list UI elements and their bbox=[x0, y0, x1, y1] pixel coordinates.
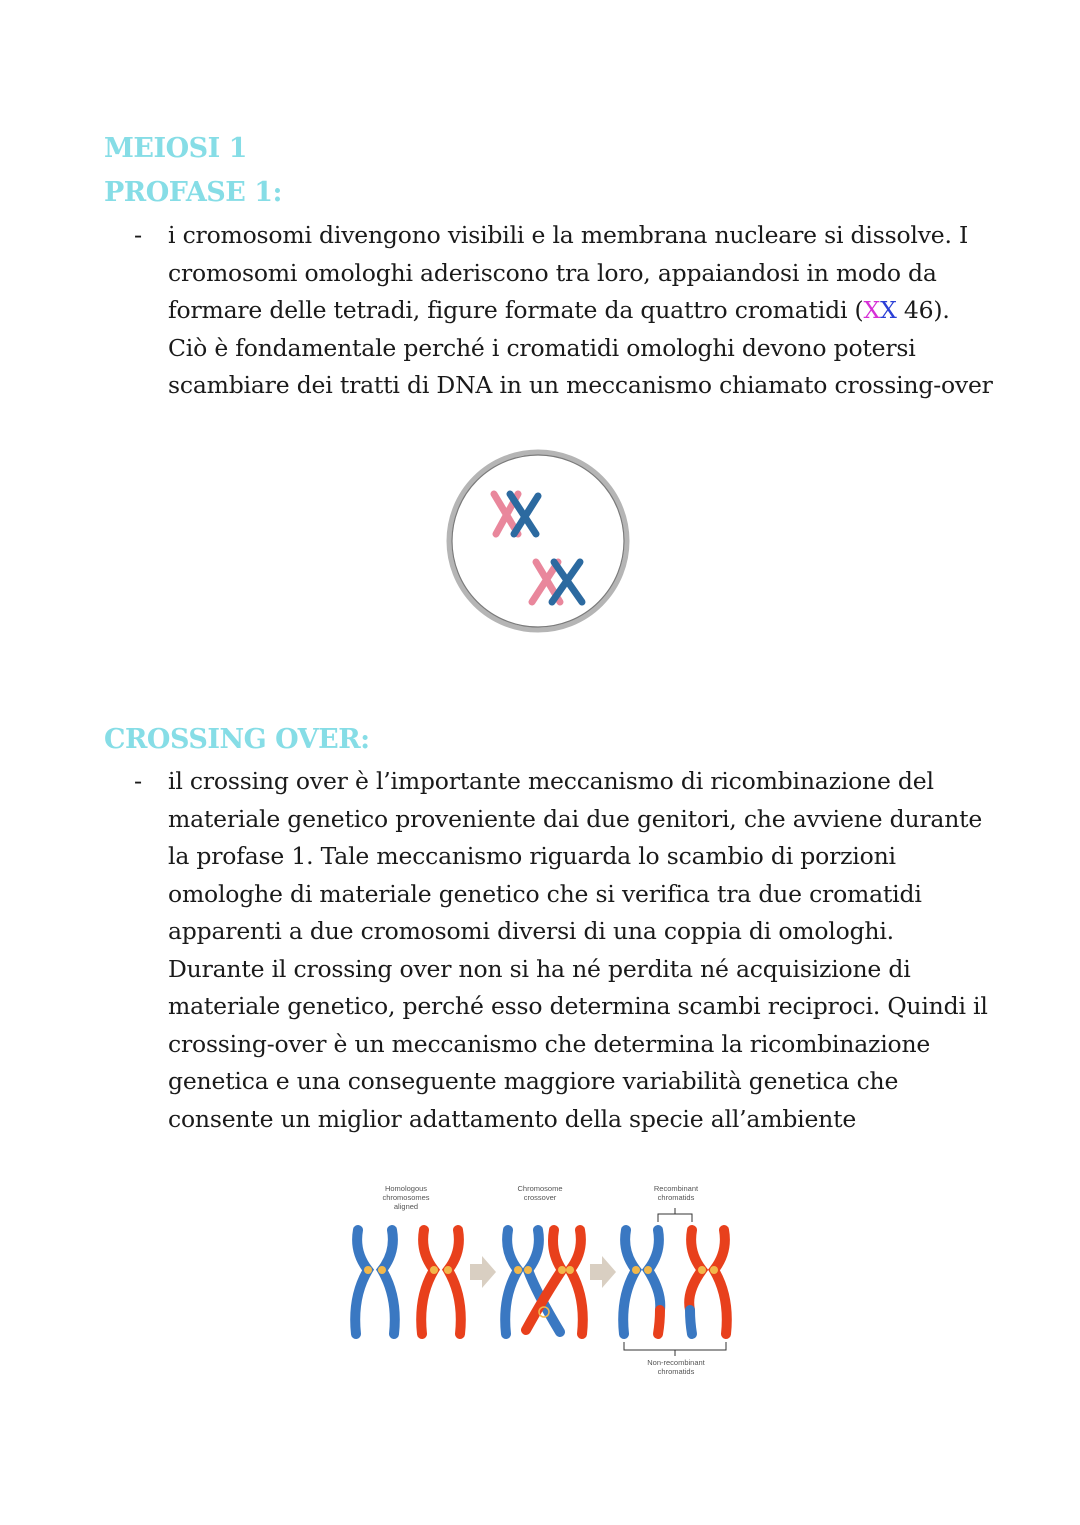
section-title-meiosi: MEIOSI 1 bbox=[104, 133, 247, 164]
chromosome-drawing bbox=[340, 1182, 740, 1382]
chromosome-pair-result bbox=[623, 1208, 727, 1356]
x-chromosome-magenta: X bbox=[863, 296, 881, 324]
section-title-crossing-over: CROSSING OVER: bbox=[104, 724, 370, 755]
profase-text-before: i cromosomi divengono visibili e la membrana nucleare si dissolve. I cromosomi omologhi aderiscono tra loro, appaiandosi in modo da formare delle tetradi, figure formate da quattro cromatidi ( bbox=[168, 221, 969, 324]
label-recombinant-chromatids: Recombinant chromatids bbox=[653, 1184, 699, 1202]
crossing-over-diagram bbox=[340, 1182, 740, 1382]
label-non-recombinant-chromatids: Non-recombinant chromatids bbox=[647, 1358, 705, 1376]
arrow-step-1 bbox=[470, 1256, 496, 1288]
x-chromosome-blue: X bbox=[880, 296, 897, 324]
crossing-bullet bbox=[134, 763, 994, 1138]
subsection-title-profase: PROFASE 1: bbox=[104, 177, 283, 208]
arrow-step-2 bbox=[590, 1256, 616, 1288]
cell-membrane bbox=[449, 452, 627, 630]
label-homologous-aligned: Homologous chromosomes aligned bbox=[382, 1184, 430, 1211]
bullet-dash: - bbox=[134, 767, 143, 795]
profase-bullet bbox=[134, 217, 994, 405]
chromosome-pair-aligned bbox=[355, 1230, 461, 1334]
label-chromosome-crossover: Chromosome crossover bbox=[517, 1184, 563, 1202]
profase-text-after: 46). Ciò è fondamentale perché i cromatidi omologhi devono potersi scambiare dei tratti di DNA in un meccanismo chiamato crossing-over bbox=[168, 296, 993, 399]
crossing-paragraph: il crossing over è l’importante meccanismo di ricombinazione del materiale genetico proveniente dai due genitori, che avviene durante la profase 1. Tale meccanismo riguarda lo scambio di porzioni omologhe di materiale genetico che si verifica tra due cromatidi apparenti a due cromosomi diversi di una coppia di omologhi. Durante il crossing over non si ha né perdita né acquisizione di materiale genetico, perché esso determina scambi reciproci. Quindi il crossing-over è un meccanismo che determina la ricombinazione genetica e una conseguente maggiore variabilità genetica che consente un miglior adattamento della specie all’ambiente bbox=[168, 767, 988, 1133]
profase-paragraph bbox=[168, 217, 994, 405]
tetrad-cell-figure bbox=[440, 446, 636, 638]
bullet-dash: - bbox=[134, 221, 143, 249]
chromosome-pair-crossover bbox=[505, 1230, 583, 1334]
